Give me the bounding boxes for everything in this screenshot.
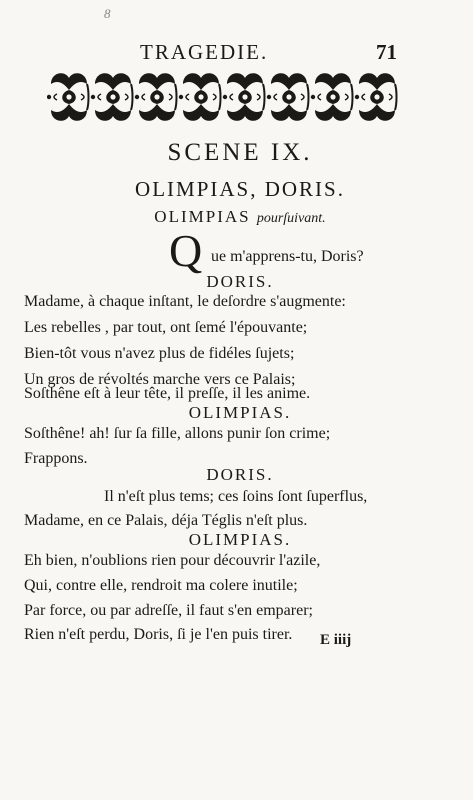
verse-line-12: Qui, contre elle, rendroit ma colere inutile; xyxy=(24,577,298,594)
verse-line-2: Madame, à chaque inſtant, le deſordre s'augmente: xyxy=(24,293,346,310)
speaker-olimpias: OLIMPIAS. xyxy=(188,530,292,549)
verse-line-10: Madame, en ce Palais, déja Téglis n'eſt plus. xyxy=(24,512,308,529)
speaker-doris: DORIS. xyxy=(206,465,274,484)
scene-title: SCENE IX. xyxy=(167,139,313,166)
verse-line-13: Par force, ou par adreſſe, il faut s'en emparer; xyxy=(24,602,313,619)
stage-direction: pourſuivant. xyxy=(256,211,326,226)
verse-line-1: ue m'apprens-tu, Doris? xyxy=(211,248,364,265)
speaker-olimpias: OLIMPIAS. xyxy=(188,403,292,422)
ornament-band xyxy=(47,66,402,128)
drop-cap: Q xyxy=(169,225,203,276)
verse-line-14: Rien n'eſt perdu, Doris, ſi je l'en puis tirer. xyxy=(24,626,293,643)
speaker-doris: DORIS. xyxy=(206,272,274,291)
verse-line-4: Bien-tôt vous n'avez plus de fidéles ſujets; xyxy=(24,345,295,362)
verse-line-7: Soſthêne! ah! ſur ſa fille, allons punir ſon crime; xyxy=(24,425,331,442)
running-head: TRAGEDIE. xyxy=(140,40,269,64)
page-number: 71 xyxy=(376,40,397,64)
verse-line-5: Un gros de révoltés marche vers ce Palais; xyxy=(24,371,296,388)
verse-line-9: Il n'eſt plus tems; ces ſoins ſont ſuperflus, xyxy=(104,488,368,505)
characters-title: OLIMPIAS, DORIS. xyxy=(135,177,345,201)
verse-line-11: Eh bien, n'oublions rien pour découvrir l'azile, xyxy=(24,552,321,569)
corner-mark: 8 xyxy=(104,6,111,21)
catchword: E iiij xyxy=(320,632,352,648)
verse-line-6: Soſthêne eſt à leur tête, il preſſe, il les anime. xyxy=(24,385,311,402)
speaker-name: OLIMPIAS xyxy=(154,207,251,226)
verse-line-3: Les rebelles , par tout, ont ſemé l'épouvante; xyxy=(24,319,308,336)
verse-line-8: Frappons. xyxy=(24,450,88,467)
speaker-olimpias xyxy=(40,207,440,227)
